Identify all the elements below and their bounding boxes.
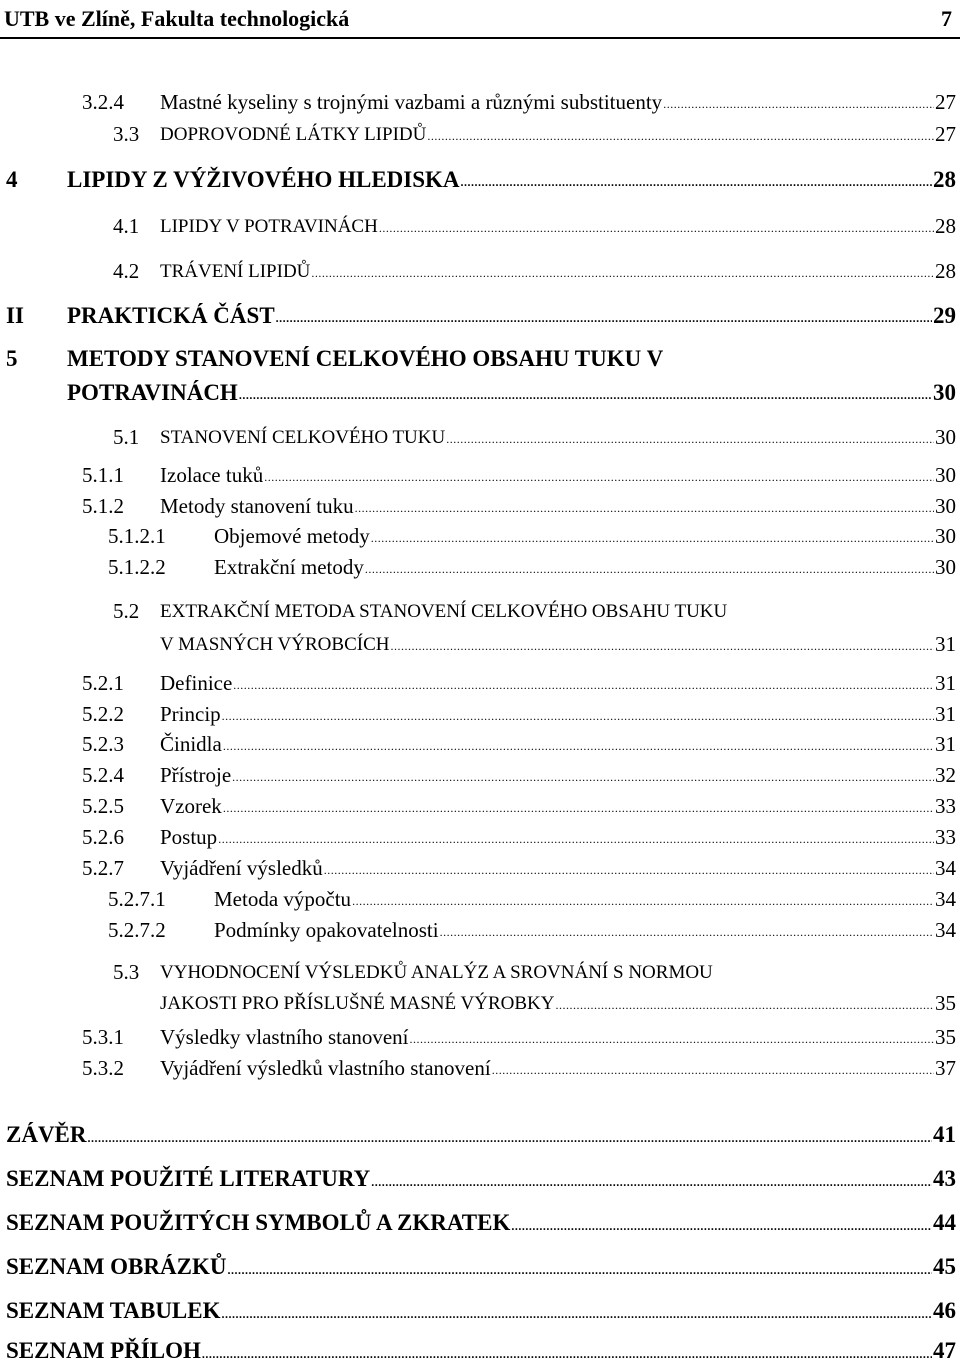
toc-entry-continuation[interactable]: JAKOSTI PRO PŘÍSLUŠNÉ MASNÉ VÝROBKY ..... 35 [160, 983, 956, 1015]
header-page-number: 7 [941, 6, 952, 31]
toc-entry-figures[interactable]: SEZNAM OBRÁZKŮ ..... 45 [6, 1252, 956, 1280]
toc-entry-literature[interactable]: SEZNAM POUŽITÉ LITERATURY ..... 43 [6, 1164, 956, 1192]
toc-entry-continuation[interactable]: V MASNÝCH VÝROBCÍCH ..... 31 [160, 624, 956, 656]
toc-entry[interactable]: 5.2.6 Postup ..... 33 [82, 817, 956, 849]
toc-entry[interactable]: 5.3 VYHODNOCENÍ VÝSLEDKŮ ANALÝZ A SROVNÁNÍ S NORMOU [113, 959, 713, 984]
toc-entry[interactable]: 5.2.1 Definice ..... 31 [82, 663, 956, 695]
toc-entry[interactable]: 5.2.7.2 Podmínky opakovatelnosti ..... 34 [108, 910, 956, 942]
toc-entry[interactable]: 5.1.2.1 Objemové metody ..... 30 [108, 516, 956, 548]
toc-entry[interactable]: 5.3.2 Vyjádření výsledků vlastního stanovení ..... 37 [82, 1048, 956, 1080]
toc-entry[interactable]: 5.3.1 Výsledky vlastního stanovení ..... 35 [82, 1017, 956, 1049]
toc-entry-conclusion[interactable]: ZÁVĚR ..... 41 [6, 1120, 956, 1148]
toc-entry[interactable]: 3.2.4 Mastné kyseliny s trojnými vazbami a různými substituenty ..... 27 [82, 82, 956, 114]
toc-entry-tables[interactable]: SEZNAM TABULEK ..... 46 [6, 1296, 956, 1324]
toc-entry[interactable]: 5.2 EXTRAKČNÍ METODA STANOVENÍ CELKOVÉHO OBSAHU TUKU [113, 598, 728, 623]
toc-entry[interactable]: 4.2 TRÁVENÍ LIPIDŮ ..... 28 [113, 251, 956, 283]
toc-entry-continuation[interactable]: POTRAVINÁCH ..... 30 [67, 373, 956, 405]
toc-entry[interactable]: II PRAKTICKÁ ČÁST ..... 29 [6, 296, 956, 328]
toc-entry[interactable]: 5.1.1 Izolace tuků ..... 30 [82, 455, 956, 487]
toc-entry[interactable]: 5.1 STANOVENÍ CELKOVÉHO TUKU ..... 30 [113, 417, 956, 449]
toc-entry[interactable]: 5.2.3 Činidla ..... 31 [82, 724, 956, 756]
toc-entry-appendices[interactable]: SEZNAM PŘÍLOH ..... 47 [6, 1336, 956, 1364]
toc-entry[interactable]: 5.2.7 Vyjádření výsledků ..... 34 [82, 848, 956, 880]
toc-entry[interactable]: 5.2.4 Přístroje ..... 32 [82, 755, 956, 787]
toc-entry[interactable]: 5.2.2 Princip ..... 31 [82, 694, 956, 726]
toc-entry[interactable]: 4.1 LIPIDY V POTRAVINÁCH ..... 28 [113, 206, 956, 238]
toc-entry[interactable]: 4 LIPIDY Z VÝŽIVOVÉHO HLEDISKA ..... 28 [6, 160, 956, 192]
header-rule [0, 37, 960, 39]
toc-entry[interactable]: 3.3 DOPROVODNÉ LÁTKY LIPIDŮ ..... 27 [113, 114, 956, 146]
toc-entry[interactable]: 5.1.2.2 Extrakční metody ..... 30 [108, 547, 956, 579]
toc-entry[interactable]: 5 METODY STANOVENÍ CELKOVÉHO OBSAHU TUKU V [6, 345, 664, 371]
toc-entry[interactable]: 5.2.7.1 Metoda výpočtu ..... 34 [108, 879, 956, 911]
toc-entry[interactable]: 5.1.2 Metody stanovení tuku ..... 30 [82, 486, 956, 518]
toc-entry-symbols[interactable]: SEZNAM POUŽITÝCH SYMBOLŮ A ZKRATEK ..... 44 [6, 1208, 956, 1236]
header-title: UTB ve Zlíně, Fakulta technologická [4, 6, 350, 31]
toc-entry[interactable]: 5.2.5 Vzorek ..... 33 [82, 786, 956, 818]
page-header [4, 0, 952, 32]
